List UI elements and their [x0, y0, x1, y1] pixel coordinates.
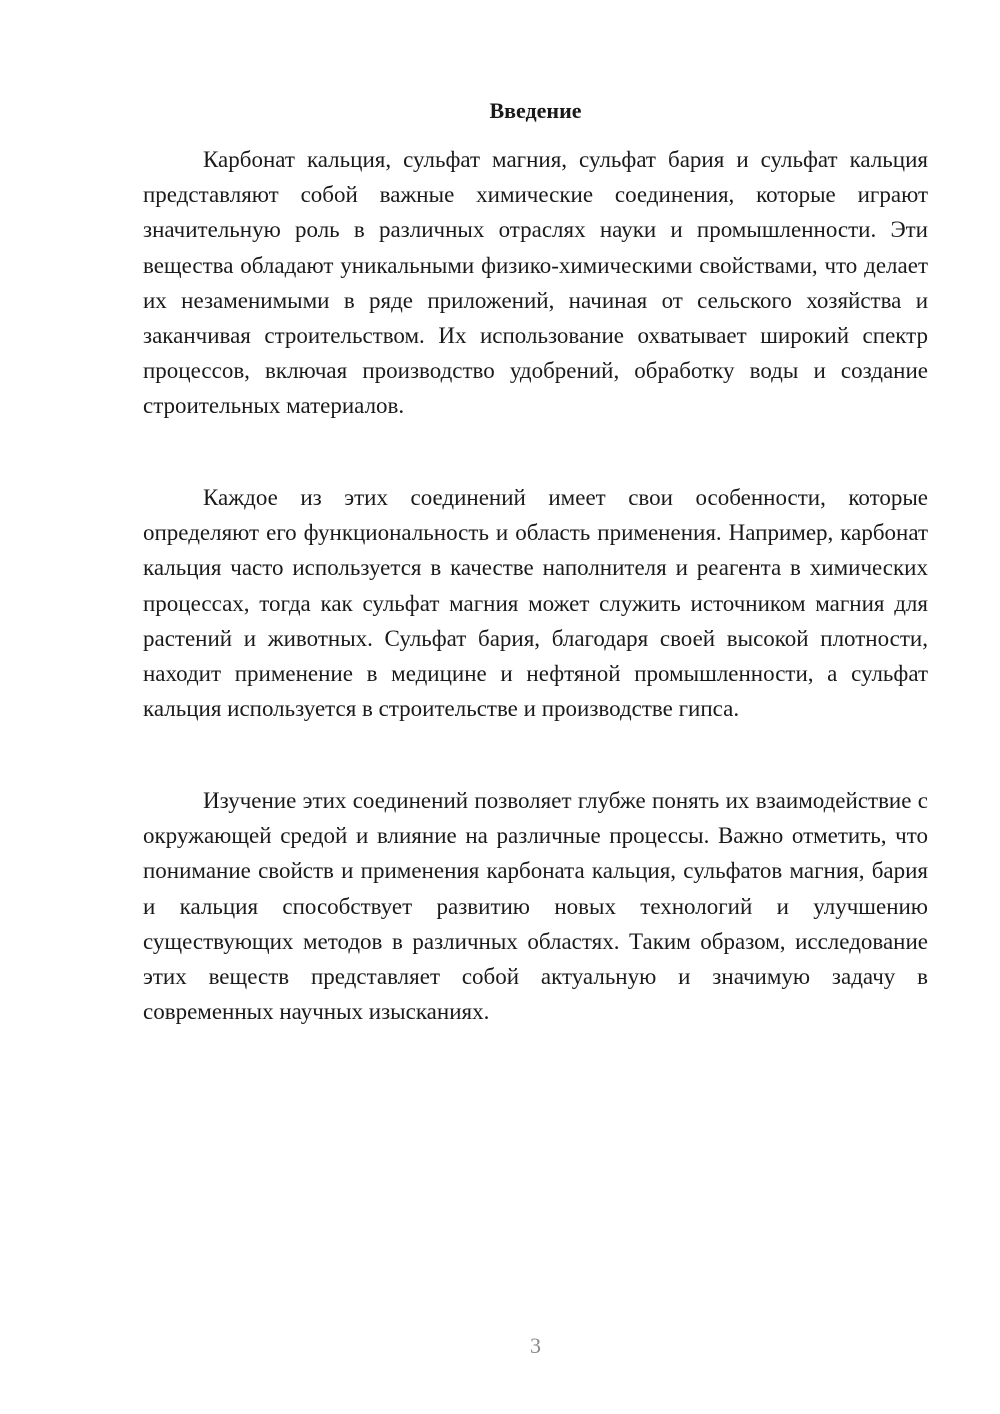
paragraph-1: Карбонат кальция, сульфат магния, сульфат бария и сульфат кальция представляют собой важные химические соединения, которые играют значительную роль в различных отраслях науки и промышленности. Эти вещества обладают уникальными физико-химическими свойствами, что делает их незаменимыми в ряде приложений, начиная от сельского хозяйства и заканчивая строительством. Их использование охватывает широкий спектр процессов, включая производство удобрений, обработку воды и создание строительных материалов.: [143, 147, 928, 419]
paragraph-2: Каждое из этих соединений имеет свои особенности, которые определяют его функциональность и область применения. Например, карбонат кальция часто используется в качестве наполнителя и реагента в химических процессах, тогда как сульфат магния может служить источником магния для растений и животных. Сульфат бария, благодаря своей высокой плотности, находит применение в медицине и нефтяной промышленности, а сульфат кальция используется в строительстве и производстве гипса.: [143, 485, 928, 722]
paragraph-3: Изучение этих соединений позволяет глубже понять их взаимодействие с окружающей средой и влияние на различные процессы. Важно отметить, что понимание свойств и применения карбоната кальция, сульфатов магния, бария и кальция способствует развитию новых технологий и улучшению существующих методов в различных областях. Таким образом, исследование этих веществ представляет собой актуальную и значимую задачу в современных научных изысканиях.: [143, 788, 928, 1025]
page-number: 3: [530, 1333, 541, 1358]
section-heading: Введение: [489, 98, 582, 123]
